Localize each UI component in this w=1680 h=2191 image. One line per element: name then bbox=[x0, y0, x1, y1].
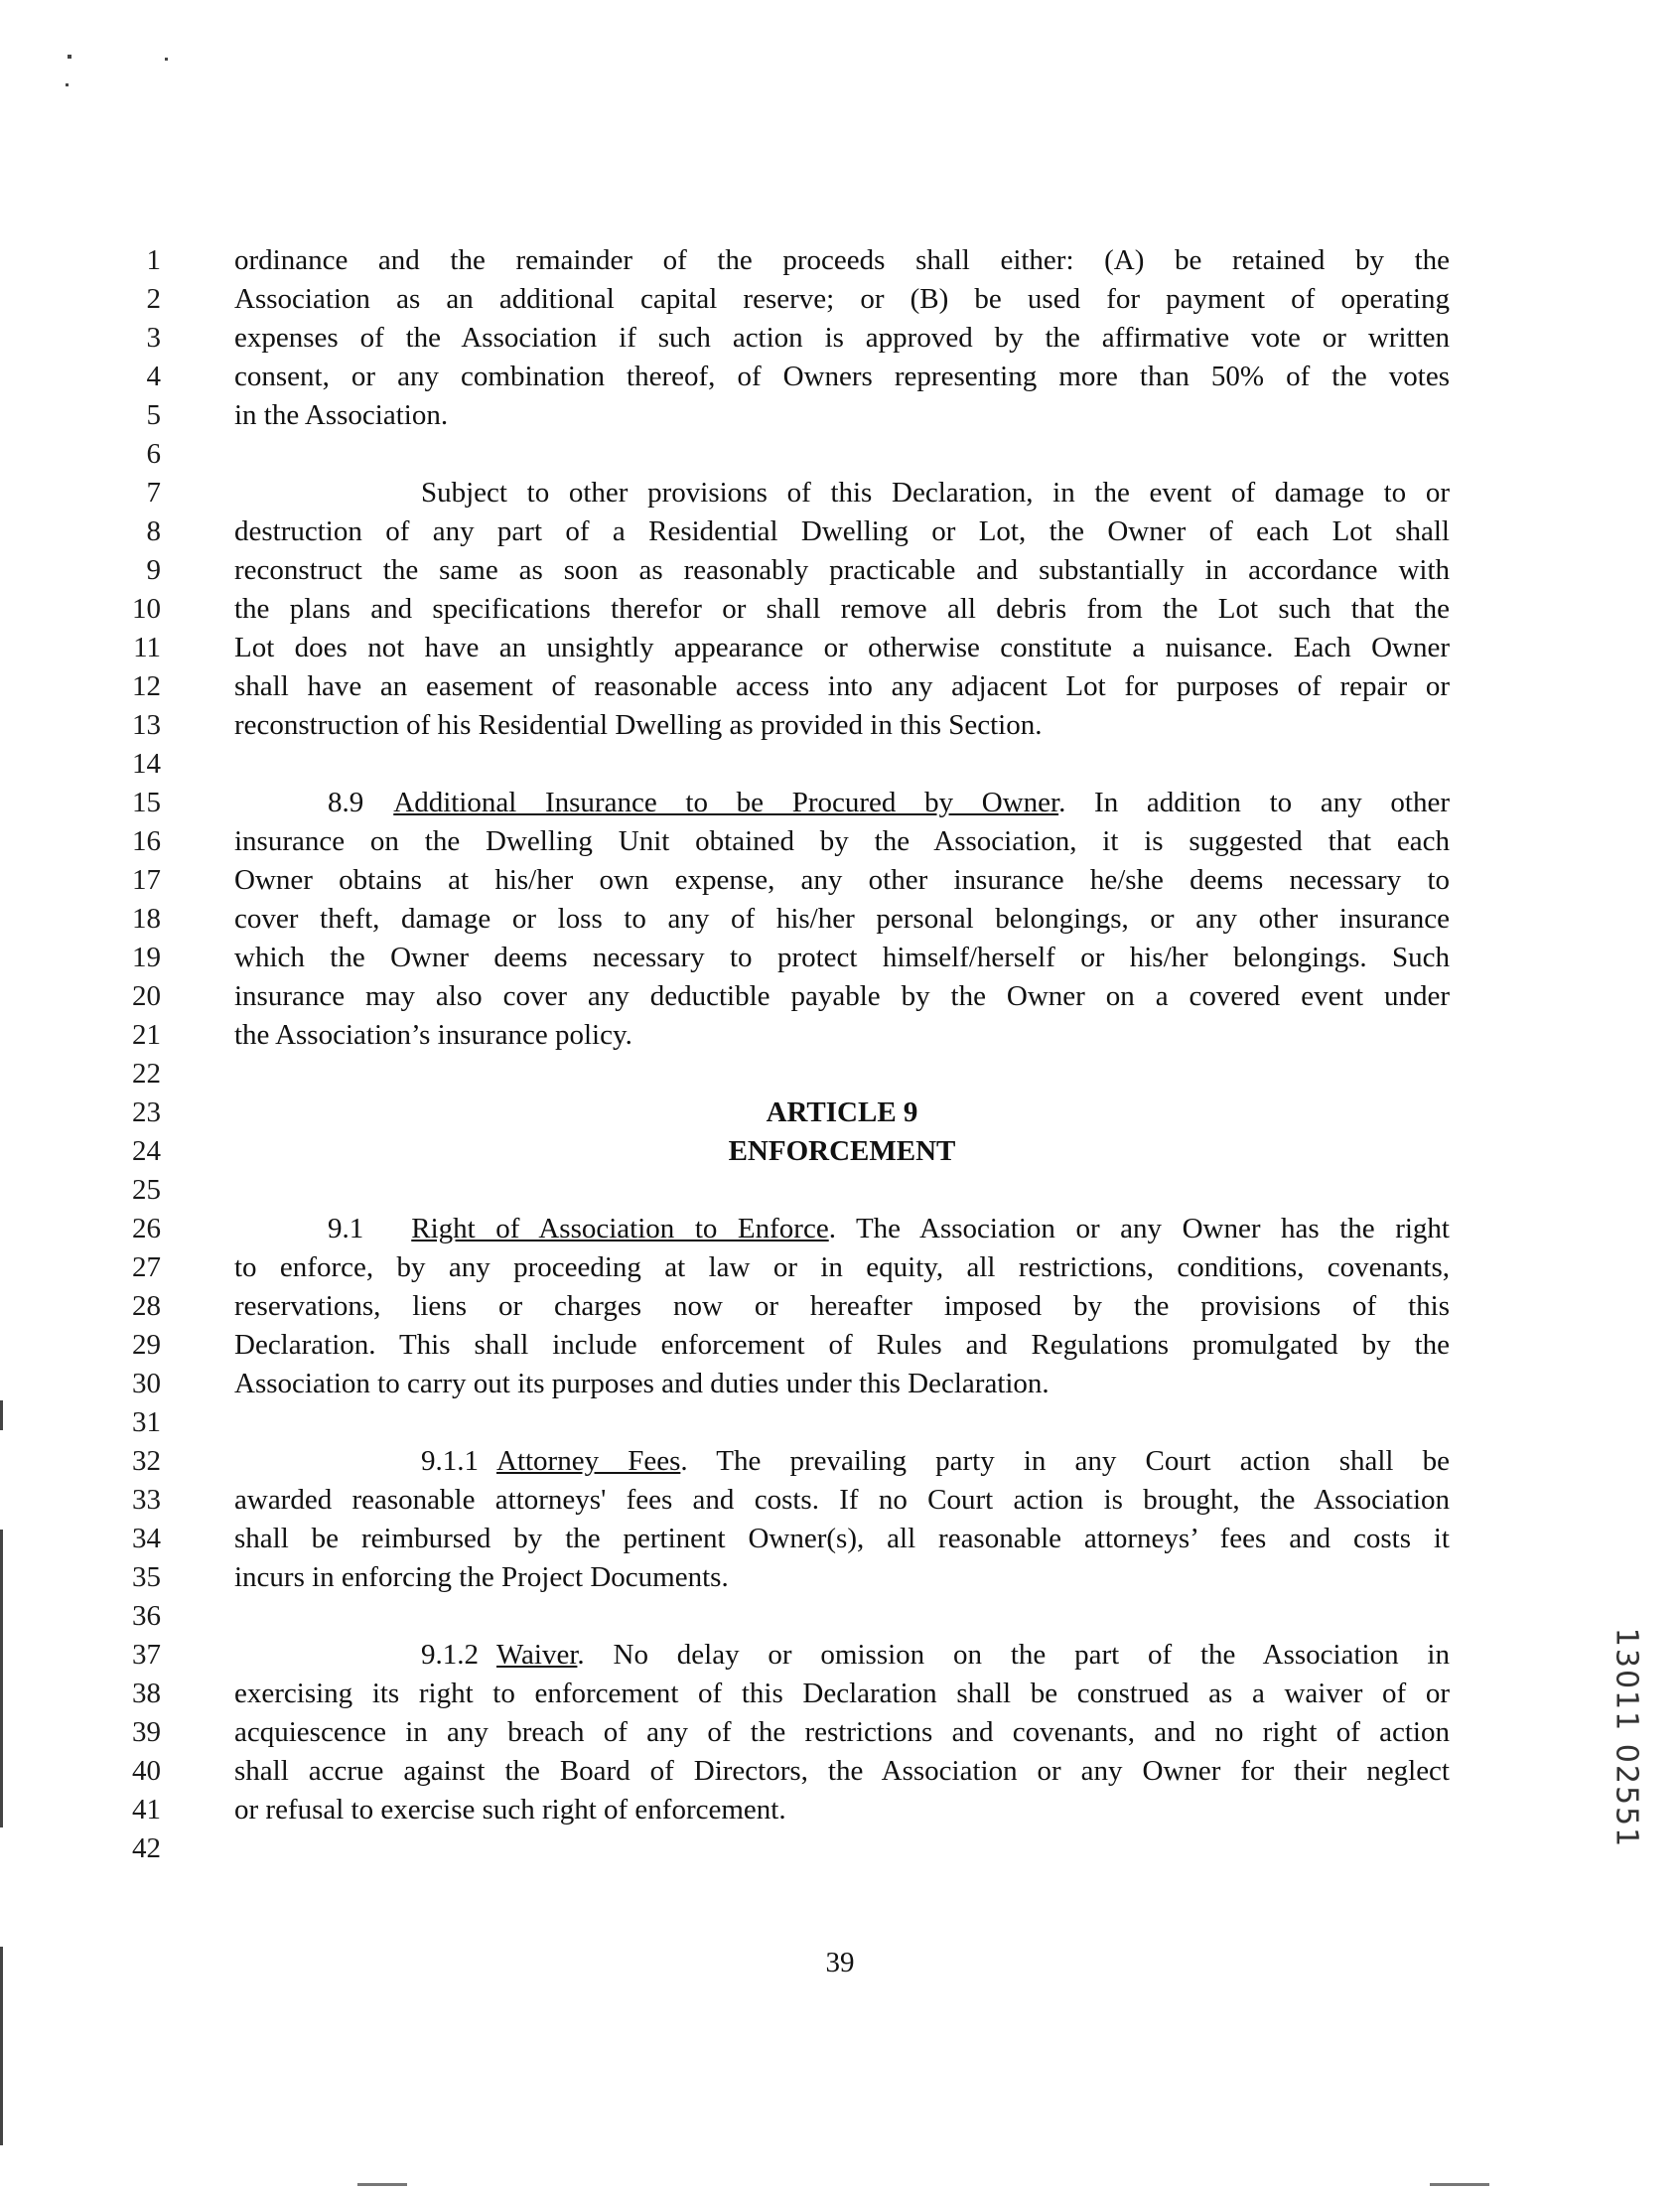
text-line: which the Owner deems necessary to protect himself/herself or his/her belongings. Such bbox=[234, 942, 1450, 973]
text-line: to enforce, by any proceeding at law or in equity, all restrictions, conditions, covenants, bbox=[234, 1251, 1450, 1283]
line-number: 8 bbox=[146, 515, 161, 547]
scan-edge-mark bbox=[357, 2183, 407, 2186]
line-number: 3 bbox=[146, 322, 161, 354]
line-number: 20 bbox=[132, 980, 161, 1012]
text-line bbox=[234, 474, 1450, 512]
text-span: . No delay or omission on the part of the Association in bbox=[577, 1639, 1450, 1671]
line-number: 18 bbox=[132, 903, 161, 935]
line-number: 28 bbox=[132, 1290, 161, 1322]
text-span: . In addition to any other bbox=[1058, 787, 1451, 818]
section-heading-line bbox=[234, 1442, 1450, 1481]
text-line: the Association’s insurance policy. bbox=[234, 1019, 632, 1051]
text-line: acquiescence in any breach of any of the restrictions and covenants, and no right of action bbox=[234, 1716, 1450, 1748]
text-span: Subject to other provisions of this Declaration, in the event of damage to or bbox=[421, 477, 1450, 509]
scan-edge-mark bbox=[1430, 2183, 1489, 2186]
scan-speck bbox=[66, 83, 69, 86]
section-number: 9.1.2 bbox=[421, 1639, 479, 1671]
text-line: incurs in enforcing the Project Documents. bbox=[234, 1561, 729, 1593]
line-number: 7 bbox=[146, 477, 161, 509]
line-number: 34 bbox=[132, 1523, 161, 1554]
scan-edge-mark bbox=[0, 1530, 3, 1827]
line-number: 29 bbox=[132, 1329, 161, 1361]
line-number: 1 bbox=[146, 244, 161, 276]
line-number: 37 bbox=[132, 1639, 161, 1671]
line-number: 24 bbox=[132, 1135, 161, 1167]
line-number: 21 bbox=[132, 1019, 161, 1051]
line-number: 11 bbox=[133, 632, 161, 663]
line-number: 31 bbox=[132, 1406, 161, 1438]
line-number: 14 bbox=[132, 748, 161, 780]
section-heading-line bbox=[234, 1210, 1450, 1248]
text-line: awarded reasonable attorneys' fees and costs. If no Court action is brought, the Association bbox=[234, 1484, 1450, 1516]
line-number: 10 bbox=[132, 593, 161, 625]
text-line: cover theft, damage or loss to any of his/her personal belongings, or any other insurance bbox=[234, 903, 1450, 935]
text-line: reservations, liens or charges now or hereafter imposed by the provisions of this bbox=[234, 1290, 1450, 1322]
line-number: 41 bbox=[132, 1794, 161, 1826]
line-number: 12 bbox=[132, 670, 161, 702]
article-subheading: ENFORCEMENT bbox=[728, 1135, 956, 1167]
text-line: ordinance and the remainder of the proceeds shall either: (A) be retained by the bbox=[234, 244, 1450, 276]
text-line: Association to carry out its purposes and duties under this Declaration. bbox=[234, 1368, 1050, 1399]
line-number: 5 bbox=[146, 399, 161, 431]
line-number: 38 bbox=[132, 1678, 161, 1709]
line-number: 33 bbox=[132, 1484, 161, 1516]
text-line: Declaration. This shall include enforcement of Rules and Regulations promulgated by the bbox=[234, 1329, 1450, 1361]
line-number: 25 bbox=[132, 1174, 161, 1206]
text-span: . The Association or any Owner has the right bbox=[828, 1213, 1450, 1244]
scan-speck bbox=[165, 58, 168, 61]
text-line: shall accrue against the Board of Directors, the Association or any Owner for their neglect bbox=[234, 1755, 1450, 1787]
text-line: Owner obtains at his/her own expense, any other insurance he/she deems necessary to bbox=[234, 864, 1450, 896]
line-number: 16 bbox=[132, 825, 161, 857]
section-title: Attorney Fees bbox=[496, 1445, 681, 1477]
text-line: destruction of any part of a Residential Dwelling or Lot, the Owner of each Lot shall bbox=[234, 515, 1450, 547]
line-number: 39 bbox=[132, 1716, 161, 1748]
scan-speck bbox=[68, 55, 71, 59]
line-number: 42 bbox=[132, 1832, 161, 1864]
line-number: 13 bbox=[132, 709, 161, 741]
section-heading-line bbox=[234, 1636, 1450, 1675]
line-number: 40 bbox=[132, 1755, 161, 1787]
line-number: 6 bbox=[146, 438, 161, 470]
section-number: 9.1 bbox=[328, 1213, 364, 1244]
article-heading: ARTICLE 9 bbox=[766, 1096, 918, 1128]
line-number: 35 bbox=[132, 1561, 161, 1593]
line-number: 22 bbox=[132, 1058, 161, 1090]
text-line: insurance may also cover any deductible payable by the Owner on a covered event under bbox=[234, 980, 1450, 1012]
text-line: shall have an easement of reasonable access into any adjacent Lot for purposes of repair or bbox=[234, 670, 1450, 702]
line-number: 26 bbox=[132, 1213, 161, 1244]
text-line: reconstruct the same as soon as reasonably practicable and substantially in accordance with bbox=[234, 554, 1450, 586]
line-number: 9 bbox=[146, 554, 161, 586]
text-line: expenses of the Association if such action is approved by the affirmative vote or written bbox=[234, 322, 1450, 354]
text-line: shall be reimbursed by the pertinent Owner(s), all reasonable attorneys’ fees and costs it bbox=[234, 1523, 1450, 1554]
section-title: Right of Association to Enforce bbox=[411, 1213, 829, 1244]
line-number: 17 bbox=[132, 864, 161, 896]
section-heading-line bbox=[234, 784, 1450, 822]
side-stamp-text: 13011 02551 bbox=[1609, 1627, 1644, 1849]
section-number: 8.9 bbox=[328, 787, 364, 818]
text-line: Association as an additional capital reserve; or (B) be used for payment of operating bbox=[234, 283, 1450, 315]
line-number: 15 bbox=[132, 787, 161, 818]
side-stamp bbox=[1607, 1609, 1646, 1867]
line-number: 19 bbox=[132, 942, 161, 973]
text-line: in the Association. bbox=[234, 399, 449, 431]
section-title: Waiver bbox=[496, 1639, 578, 1671]
text-line: reconstruction of his Residential Dwelling as provided in this Section. bbox=[234, 709, 1043, 741]
scan-edge-mark bbox=[0, 1400, 3, 1430]
text-line: Lot does not have an unsightly appearance or otherwise constitute a nuisance. Each Owner bbox=[234, 632, 1450, 663]
text-line: or refusal to exercise such right of enforcement. bbox=[234, 1794, 786, 1826]
text-span: . The prevailing party in any Court action shall be bbox=[680, 1445, 1450, 1477]
text-line: insurance on the Dwelling Unit obtained by the Association, it is suggested that each bbox=[234, 825, 1450, 857]
section-number: 9.1.1 bbox=[421, 1445, 479, 1477]
line-number: 4 bbox=[146, 361, 161, 392]
section-title: Additional Insurance to be Procured by Owner bbox=[393, 787, 1059, 818]
text-line: the plans and specifications therefor or shall remove all debris from the Lot such that the bbox=[234, 593, 1450, 625]
line-number: 32 bbox=[132, 1445, 161, 1477]
line-number: 36 bbox=[132, 1600, 161, 1632]
line-number: 27 bbox=[132, 1251, 161, 1283]
line-number: 30 bbox=[132, 1368, 161, 1399]
line-number: 23 bbox=[132, 1096, 161, 1128]
line-number: 2 bbox=[146, 283, 161, 315]
page-number: 39 bbox=[825, 1947, 855, 1978]
text-line: consent, or any combination thereof, of Owners representing more than 50% of the votes bbox=[234, 361, 1450, 392]
text-line: exercising its right to enforcement of this Declaration shall be construed as a waiver of or bbox=[234, 1678, 1450, 1709]
